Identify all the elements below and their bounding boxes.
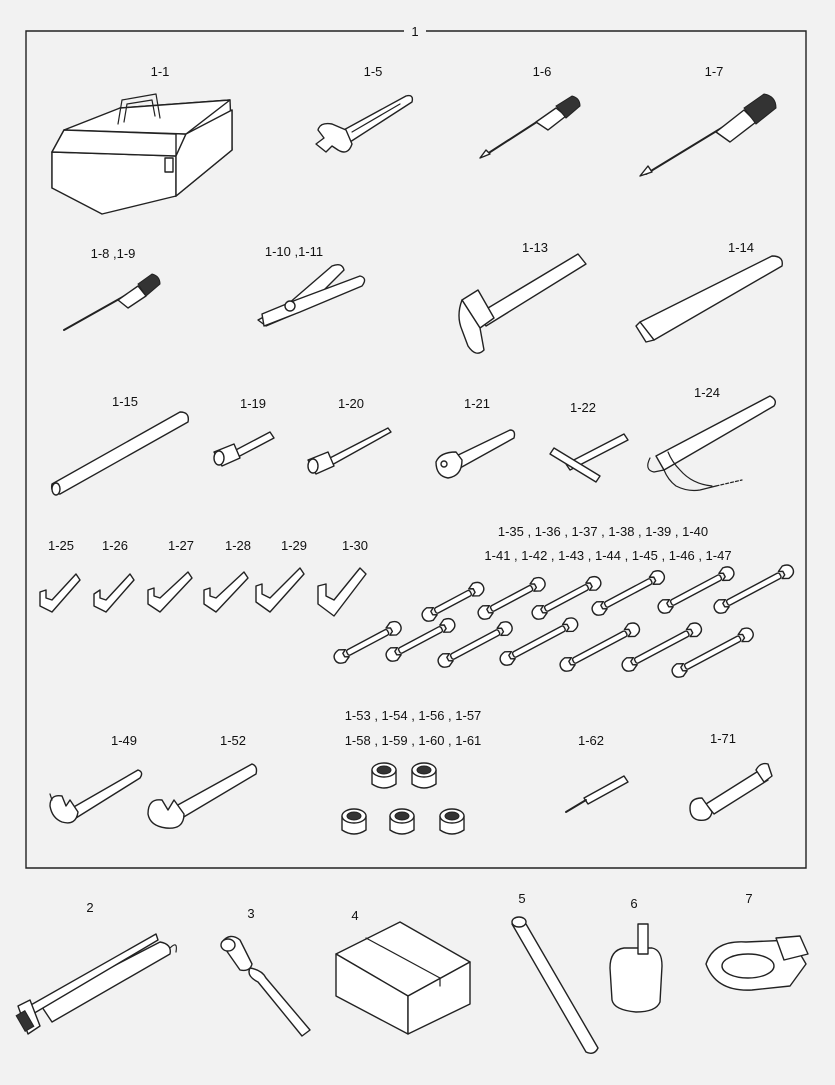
parts-box-drawing — [336, 922, 470, 1034]
label-4: 4 — [351, 908, 359, 923]
hose-drawing — [221, 936, 310, 1036]
label-1-35-40: 1-35 , 1-36 , 1-37 , 1-38 , 1-39 , 1-40 — [497, 524, 709, 539]
open-end-wrenches-drawing — [332, 562, 796, 680]
t-handle-drawing — [550, 434, 628, 482]
label-1-52: 1-52 — [219, 733, 247, 748]
label-1-62: 1-62 — [577, 733, 605, 748]
hex-key-1-29 — [256, 568, 304, 612]
label-1-20: 1-20 — [337, 396, 365, 411]
hex-keys-drawing — [40, 568, 366, 616]
label-1-29: 1-29 — [280, 538, 308, 553]
extension-short-drawing — [214, 432, 274, 466]
label-1-41-47: 1-41 , 1-42 , 1-43 , 1-44 , 1-45 , 1-46 , 1-47 — [484, 548, 732, 563]
label-1-25: 1-25 — [47, 538, 75, 553]
label-1-22: 1-22 — [569, 400, 597, 415]
ring-spanner-drawing — [706, 936, 808, 990]
label-7: 7 — [745, 891, 753, 906]
label-1-28: 1-28 — [224, 538, 252, 553]
pliers-drawing — [258, 265, 365, 326]
label-1-58-61: 1-58 , 1-59 , 1-60 , 1-61 — [344, 733, 482, 748]
hex-key-1-27 — [148, 572, 192, 612]
label-1-24: 1-24 — [693, 385, 721, 400]
socket — [372, 763, 396, 788]
socket — [412, 763, 436, 788]
label-5: 5 — [518, 891, 526, 906]
rod-drawing — [512, 917, 598, 1053]
label-1-13: 1-13 — [521, 240, 549, 255]
toolbox-drawing — [52, 94, 232, 214]
awl-drawing — [64, 274, 160, 330]
socket — [342, 809, 366, 834]
label-1-8: 1-8 ,1-9 — [90, 246, 136, 261]
hex-key-1-28 — [204, 572, 248, 612]
wrench-1-49-drawing — [50, 770, 142, 823]
label-1-10: 1-10 ,1-11 — [264, 244, 324, 259]
screwdriver-small-drawing — [480, 96, 580, 158]
wrench-1-52-drawing — [148, 764, 257, 828]
adjustable-wrench-drawing — [316, 96, 412, 152]
open-end-wrench — [590, 568, 667, 618]
label-1-14: 1-14 — [727, 240, 755, 255]
label-1-27: 1-27 — [167, 538, 195, 553]
extension-long-drawing — [308, 428, 391, 474]
label-1-7: 1-7 — [704, 64, 724, 79]
screwdriver-large-drawing — [640, 94, 776, 176]
pin-tool-drawing — [566, 776, 628, 812]
extension-pipe-drawing — [636, 256, 782, 342]
grease-gun-drawing — [16, 934, 176, 1034]
open-end-wrench — [420, 580, 487, 624]
label-1-15: 1-15 — [111, 394, 139, 409]
box-wrench-drawing — [690, 764, 772, 821]
label-1-49: 1-49 — [110, 733, 138, 748]
label-3: 3 — [247, 906, 255, 921]
hammer-drawing — [459, 254, 586, 353]
label-1-6: 1-6 — [532, 64, 552, 79]
label-1-1: 1-1 — [150, 64, 170, 79]
hex-key-1-30 — [318, 568, 366, 616]
frame-label: 1 — [411, 24, 419, 39]
hook-spanner-drawing — [648, 396, 776, 491]
hex-key-1-26 — [94, 574, 134, 612]
label-1-5: 1-5 — [363, 64, 383, 79]
bar-drawing — [52, 412, 189, 495]
label-1-21: 1-21 — [463, 396, 491, 411]
label-1-71: 1-71 — [709, 731, 737, 746]
label-1-19: 1-19 — [239, 396, 267, 411]
socket — [440, 809, 464, 834]
ratchet-handle-drawing — [436, 430, 515, 478]
label-1-53-57: 1-53 , 1-54 , 1-56 , 1-57 — [344, 708, 482, 723]
label-2: 2 — [86, 900, 94, 915]
label-1-30: 1-30 — [341, 538, 369, 553]
sockets-drawing — [342, 763, 464, 834]
label-6: 6 — [630, 896, 638, 911]
socket — [390, 809, 414, 834]
label-1-26: 1-26 — [101, 538, 129, 553]
hex-key-1-25 — [40, 574, 80, 612]
adapter-drawing — [610, 924, 662, 1012]
